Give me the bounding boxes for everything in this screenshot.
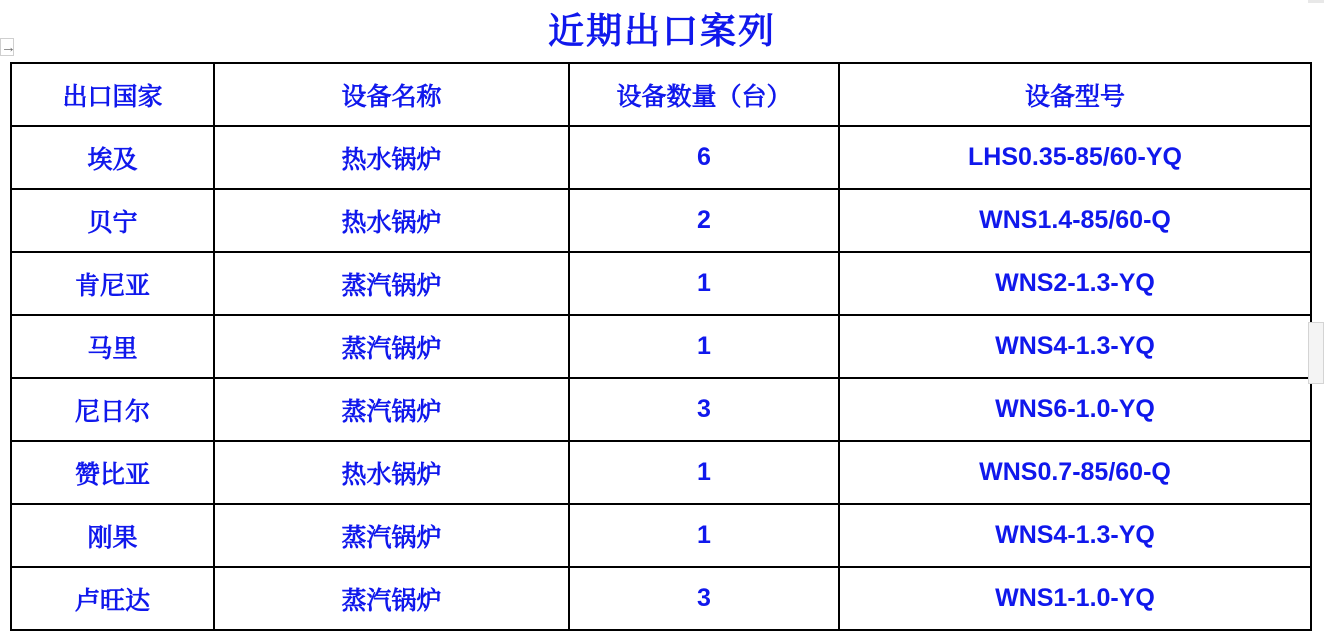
scrollbar-handle[interactable] xyxy=(1308,322,1324,384)
cell-model: WNS1.4-85/60-Q xyxy=(839,189,1311,252)
table-row xyxy=(11,315,1311,378)
cell-quantity: 1 xyxy=(569,315,839,378)
cell-equipment-name: 热水锅炉 xyxy=(214,189,569,252)
cell-country: 马里 xyxy=(11,315,214,378)
column-header-country: 出口国家 xyxy=(11,63,214,126)
cell-quantity: 2 xyxy=(569,189,839,252)
cell-equipment-name: 热水锅炉 xyxy=(214,441,569,504)
cell-country: 刚果 xyxy=(11,504,214,567)
table-row xyxy=(11,441,1311,504)
page-title: 近期出口案列 xyxy=(547,10,776,51)
vertical-scrollbar[interactable] xyxy=(1308,0,1324,641)
cell-model: WNS4-1.3-YQ xyxy=(839,315,1311,378)
table-row xyxy=(11,378,1311,441)
cell-model: WNS6-1.0-YQ xyxy=(839,378,1311,441)
cell-equipment-name: 蒸汽锅炉 xyxy=(214,504,569,567)
cell-model: WNS0.7-85/60-Q xyxy=(839,441,1311,504)
cell-quantity: 6 xyxy=(569,126,839,189)
cell-country: 埃及 xyxy=(11,126,214,189)
cell-quantity: 3 xyxy=(569,378,839,441)
cell-country: 贝宁 xyxy=(11,189,214,252)
table-row xyxy=(11,504,1311,567)
table-row xyxy=(11,567,1311,630)
column-header-equipment-name: 设备名称 xyxy=(214,63,569,126)
cell-quantity: 1 xyxy=(569,441,839,504)
cell-model: WNS2-1.3-YQ xyxy=(839,252,1311,315)
cell-quantity: 1 xyxy=(569,252,839,315)
cell-equipment-name: 蒸汽锅炉 xyxy=(214,378,569,441)
column-header-model: 设备型号 xyxy=(839,63,1311,126)
cell-country: 卢旺达 xyxy=(11,567,214,630)
cell-quantity: 1 xyxy=(569,504,839,567)
scrollbar-track-tick xyxy=(1308,0,1324,3)
cell-model: WNS1-1.0-YQ xyxy=(839,567,1311,630)
column-header-quantity: 设备数量（台） xyxy=(569,63,839,126)
cell-equipment-name: 蒸汽锅炉 xyxy=(214,315,569,378)
table-row xyxy=(11,189,1311,252)
cell-equipment-name: 蒸汽锅炉 xyxy=(214,567,569,630)
table-header-row xyxy=(11,63,1311,126)
cell-model: WNS4-1.3-YQ xyxy=(839,504,1311,567)
cell-country: 肯尼亚 xyxy=(11,252,214,315)
table-row xyxy=(11,252,1311,315)
cell-model: LHS0.35-85/60-YQ xyxy=(839,126,1311,189)
export-cases-table xyxy=(10,62,1312,631)
cell-equipment-name: 蒸汽锅炉 xyxy=(214,252,569,315)
cell-quantity: 3 xyxy=(569,567,839,630)
table-body xyxy=(11,126,1311,630)
cell-country: 赞比亚 xyxy=(11,441,214,504)
cell-country: 尼日尔 xyxy=(11,378,214,441)
scroll-left-arrow-icon[interactable]: → xyxy=(1,39,16,56)
table-row xyxy=(11,126,1311,189)
cell-equipment-name: 热水锅炉 xyxy=(214,126,569,189)
